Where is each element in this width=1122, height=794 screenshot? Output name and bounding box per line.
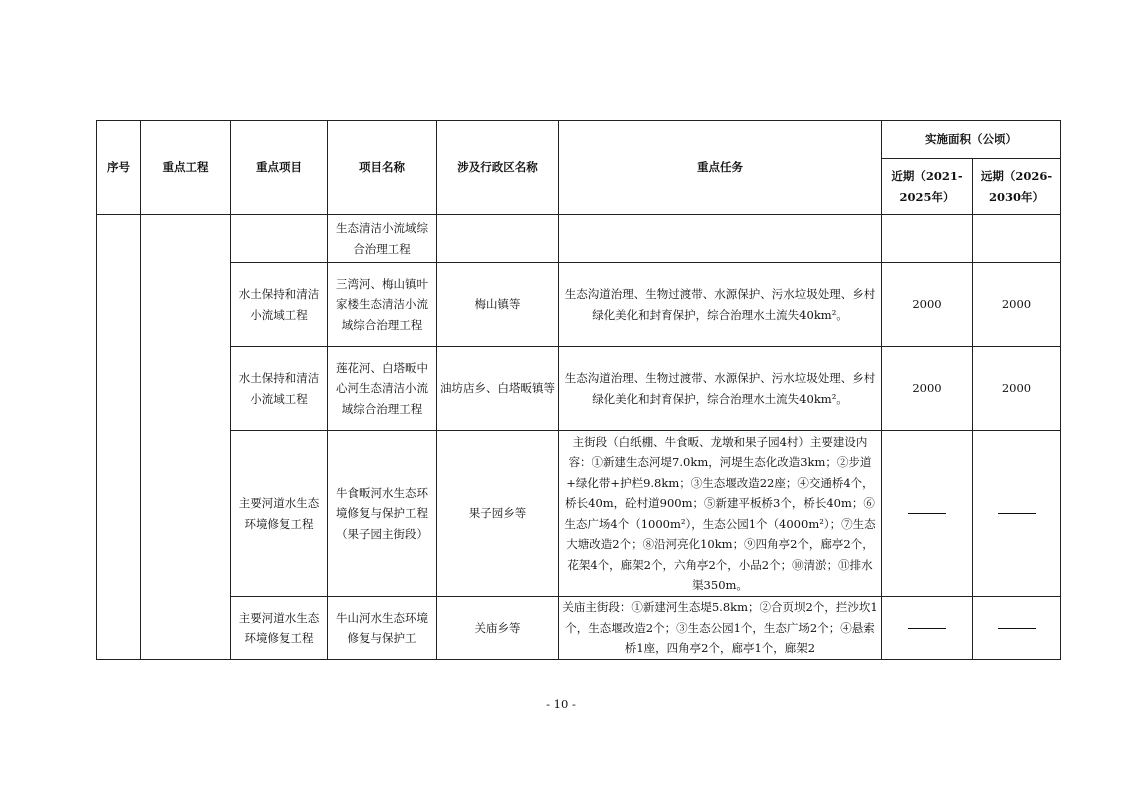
header-near-term: 近期（2021-2025年） — [882, 159, 973, 215]
header-key-tasks: 重点任务 — [559, 121, 882, 215]
key-item-cell: 水土保持和清洁小流域工程 — [231, 263, 328, 347]
table-row — [97, 597, 1061, 660]
planning-table — [96, 120, 1061, 660]
header-key-item: 重点项目 — [231, 121, 328, 215]
header-project-name: 项目名称 — [328, 121, 437, 215]
region-cell: 果子园乡等 — [437, 431, 559, 597]
long-term-cell — [973, 215, 1061, 263]
project-name-cell: 三湾河、梅山镇叶家楼生态清洁小流域综合治理工程 — [328, 263, 437, 347]
near-term-cell: 2000 — [882, 263, 973, 347]
project-name-cell: 牛山河水生态环境修复与保护工 — [328, 597, 437, 660]
table-row — [97, 215, 1061, 263]
page-number: - 10 - — [546, 697, 576, 711]
tasks-cell: 主街段（白纸棚、牛食畈、龙墩和果子园4村）主要建设内容：①新建生态河堤7.0km，河堤生态化改造3km；②步道+绿化带+护栏9.8km；③生态堰改造22座；④交通桥4个，桥长40m，砼村道900m；⑤新建平板桥3个，桥长40m；⑥生态广场4个（1000m²），生态公园1个（4000m²）；⑦生态大塘改造2个；⑧沿河亮化10km；⑨四角亭2个，廊亭2个，花架4个，廊架2个，六角亭2个，小品2个；⑩清淤；⑪排水渠350m。 — [559, 431, 882, 597]
project-name-cell: 牛食畈河水生态环境修复与保护工程（果子园主街段） — [328, 431, 437, 597]
dash-mark — [908, 628, 946, 630]
table-row — [97, 431, 1061, 597]
seq-cell — [97, 215, 141, 660]
tasks-cell: 关庙主街段：①新建河生态堤5.8km；②合页坝2个，拦沙坎1个，生态堰改造2个；③生态公园1个，生态广场2个；④悬索桥1座，四角亭2个，廊亭1个，廊架2 — [559, 597, 882, 660]
key-project-group-cell — [141, 215, 231, 660]
header-seq: 序号 — [97, 121, 141, 215]
dash-mark — [998, 628, 1036, 630]
header-admin-region: 涉及行政区名称 — [437, 121, 559, 215]
dash-mark — [998, 513, 1036, 515]
tasks-cell: 生态沟道治理、生物过渡带、水源保护、污水垃圾处理、乡村绿化美化和封育保护，综合治理水土流失40km²。 — [559, 263, 882, 347]
long-term-cell: 2000 — [973, 263, 1061, 347]
project-name-cell: 莲花河、白塔畈中心河生态清洁小流域综合治理工程 — [328, 347, 437, 431]
near-term-cell: 2000 — [882, 347, 973, 431]
region-cell — [437, 215, 559, 263]
region-cell: 油坊店乡、白塔畈镇等 — [437, 347, 559, 431]
header-area: 实施面积（公顷） — [882, 121, 1061, 159]
long-term-cell — [973, 597, 1061, 660]
header-key-project-group: 重点工程 — [141, 121, 231, 215]
long-term-cell — [973, 431, 1061, 597]
tasks-cell — [559, 215, 882, 263]
project-name-cell: 生态清洁小流域综合治理工程 — [328, 215, 437, 263]
near-term-cell — [882, 215, 973, 263]
long-term-cell: 2000 — [973, 347, 1061, 431]
near-term-cell — [882, 597, 973, 660]
dash-mark — [908, 513, 946, 515]
header-long-term: 远期（2026-2030年） — [973, 159, 1061, 215]
table-row — [97, 263, 1061, 347]
key-item-cell — [231, 215, 328, 263]
key-item-cell: 主要河道水生态环境修复工程 — [231, 597, 328, 660]
tasks-cell: 生态沟道治理、生物过渡带、水源保护、污水垃圾处理、乡村绿化美化和封育保护，综合治理水土流失40km²。 — [559, 347, 882, 431]
key-item-cell: 主要河道水生态环境修复工程 — [231, 431, 328, 597]
key-item-cell: 水土保持和清洁小流域工程 — [231, 347, 328, 431]
header-row-1 — [97, 121, 1061, 159]
region-cell: 关庙乡等 — [437, 597, 559, 660]
near-term-cell — [882, 431, 973, 597]
table-row — [97, 347, 1061, 431]
region-cell: 梅山镇等 — [437, 263, 559, 347]
